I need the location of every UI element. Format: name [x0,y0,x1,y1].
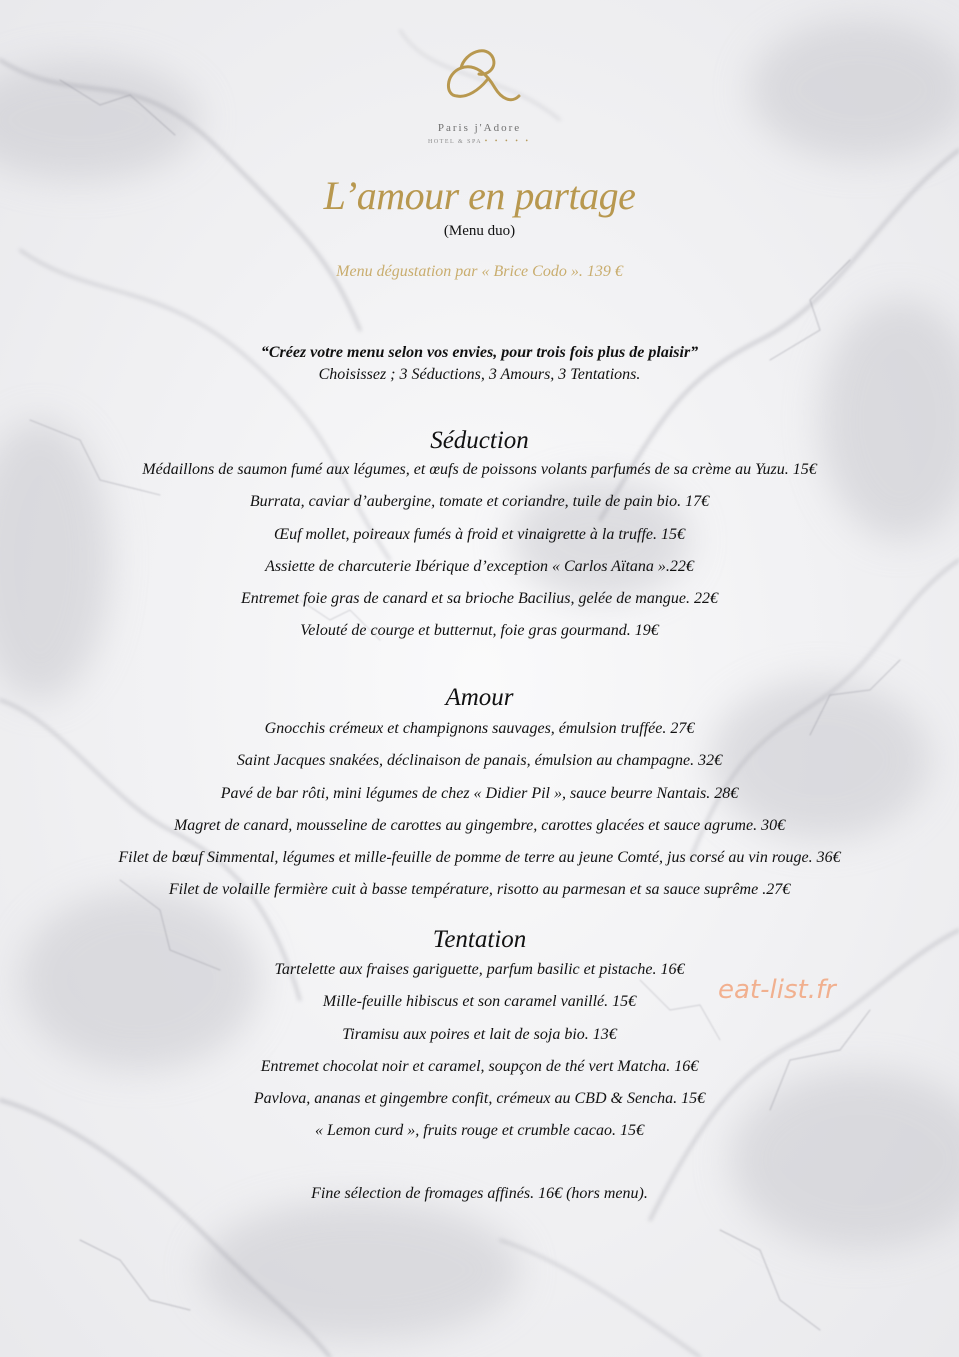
watermark-text: eat-list.fr [718,975,836,1005]
alpha-logo-icon [435,36,525,116]
list-item: Pavlova, ananas et gingembre confit, crémeux au CBD & Sencha. 15€ [253,1090,706,1108]
menu-subtitle: (Menu duo) [443,223,516,239]
list-item: Burrata, caviar d’aubergine, tomate et coriandre, tuile de pain bio. 17€ [249,493,710,511]
list-item: Entremet foie gras de canard et sa brioche Bacilius, gelée de mangue. 22€ [241,590,718,608]
section-title-amour: Amour [445,684,514,711]
hotel-name: Paris j'Adore [437,122,522,134]
menu-instructions: Choisissez ; 3 Séductions, 3 Amours, 3 Tentations. [318,366,641,383]
section-items-seduction [0,460,959,654]
list-item: Assiette de charcuterie Ibérique d’exception « Carlos Aïtana ».22€ [265,557,694,575]
list-item: Saint Jacques snakées, déclinaison de panais, émulsion au champagne. 32€ [236,752,723,770]
section-title-tentation: Tentation [432,926,527,953]
hotel-stars: • • • • • [484,137,531,145]
list-item: Entremet chocolat noir et caramel, soupçon de thé vert Matcha. 16€ [260,1057,699,1075]
section-items-amour [0,719,959,913]
tasting-menu-line: Menu dégustation par « Brice Codo ». 139 € [336,263,623,280]
list-item: Pavé de bar rôti, mini légumes de chez « Didier Pil », sauce beurre Nantais. 28€ [220,784,739,802]
list-item: Gnocchis crémeux et champignons sauvages, émulsion truffée. 27€ [264,720,695,737]
list-item: Tartelette aux fraises gariguette, parfum basilic et pistache. 16€ [274,961,685,978]
list-item: Mille-feuille hibiscus et son caramel vanillé. 15€ [322,993,637,1011]
list-item: « Lemon curd », fruits rouge et crumble cacao. 15€ [315,1122,644,1140]
section-title-seduction: Séduction [430,427,529,454]
list-item: Médaillons de saumon fumé aux légumes, et œufs de poissons volants parfumés de sa crème au Yuzu. 15€ [142,461,817,478]
hotel-logo [0,36,959,145]
list-item: Œuf mollet, poireaux fumés à froid et vinaigrette à la truffe. 15€ [273,525,686,543]
cheese-note: Fine sélection de fromages affinés. 16€ (hors menu). [311,1185,648,1202]
list-item: Velouté de courge et butternut, foie gras gourmand. 19€ [300,622,659,640]
hotel-subtitle [0,137,959,145]
list-item: Magret de canard, mousseline de carottes au gingembre, carottes glacées et sauce agrume. 30€ [173,816,786,834]
menu-quote: “Créez votre menu selon vos envies, pour trois fois plus de plaisir” [260,344,699,361]
menu-title: L’amour en partage [323,173,636,218]
hotel-sub-label: HOTEL & SPA [428,139,482,145]
list-item: Tiramisu aux poires et lait de soja bio. 13€ [342,1025,617,1043]
list-item: Filet de bœuf Simmental, légumes et mille-feuille de pomme de terre au jeune Comté, jus corsé au vin rouge. 36€ [118,849,841,867]
list-item: Filet de volaille fermière cuit à basse température, risotto au parmesan et sa sauce suprême .27€ [168,881,791,899]
